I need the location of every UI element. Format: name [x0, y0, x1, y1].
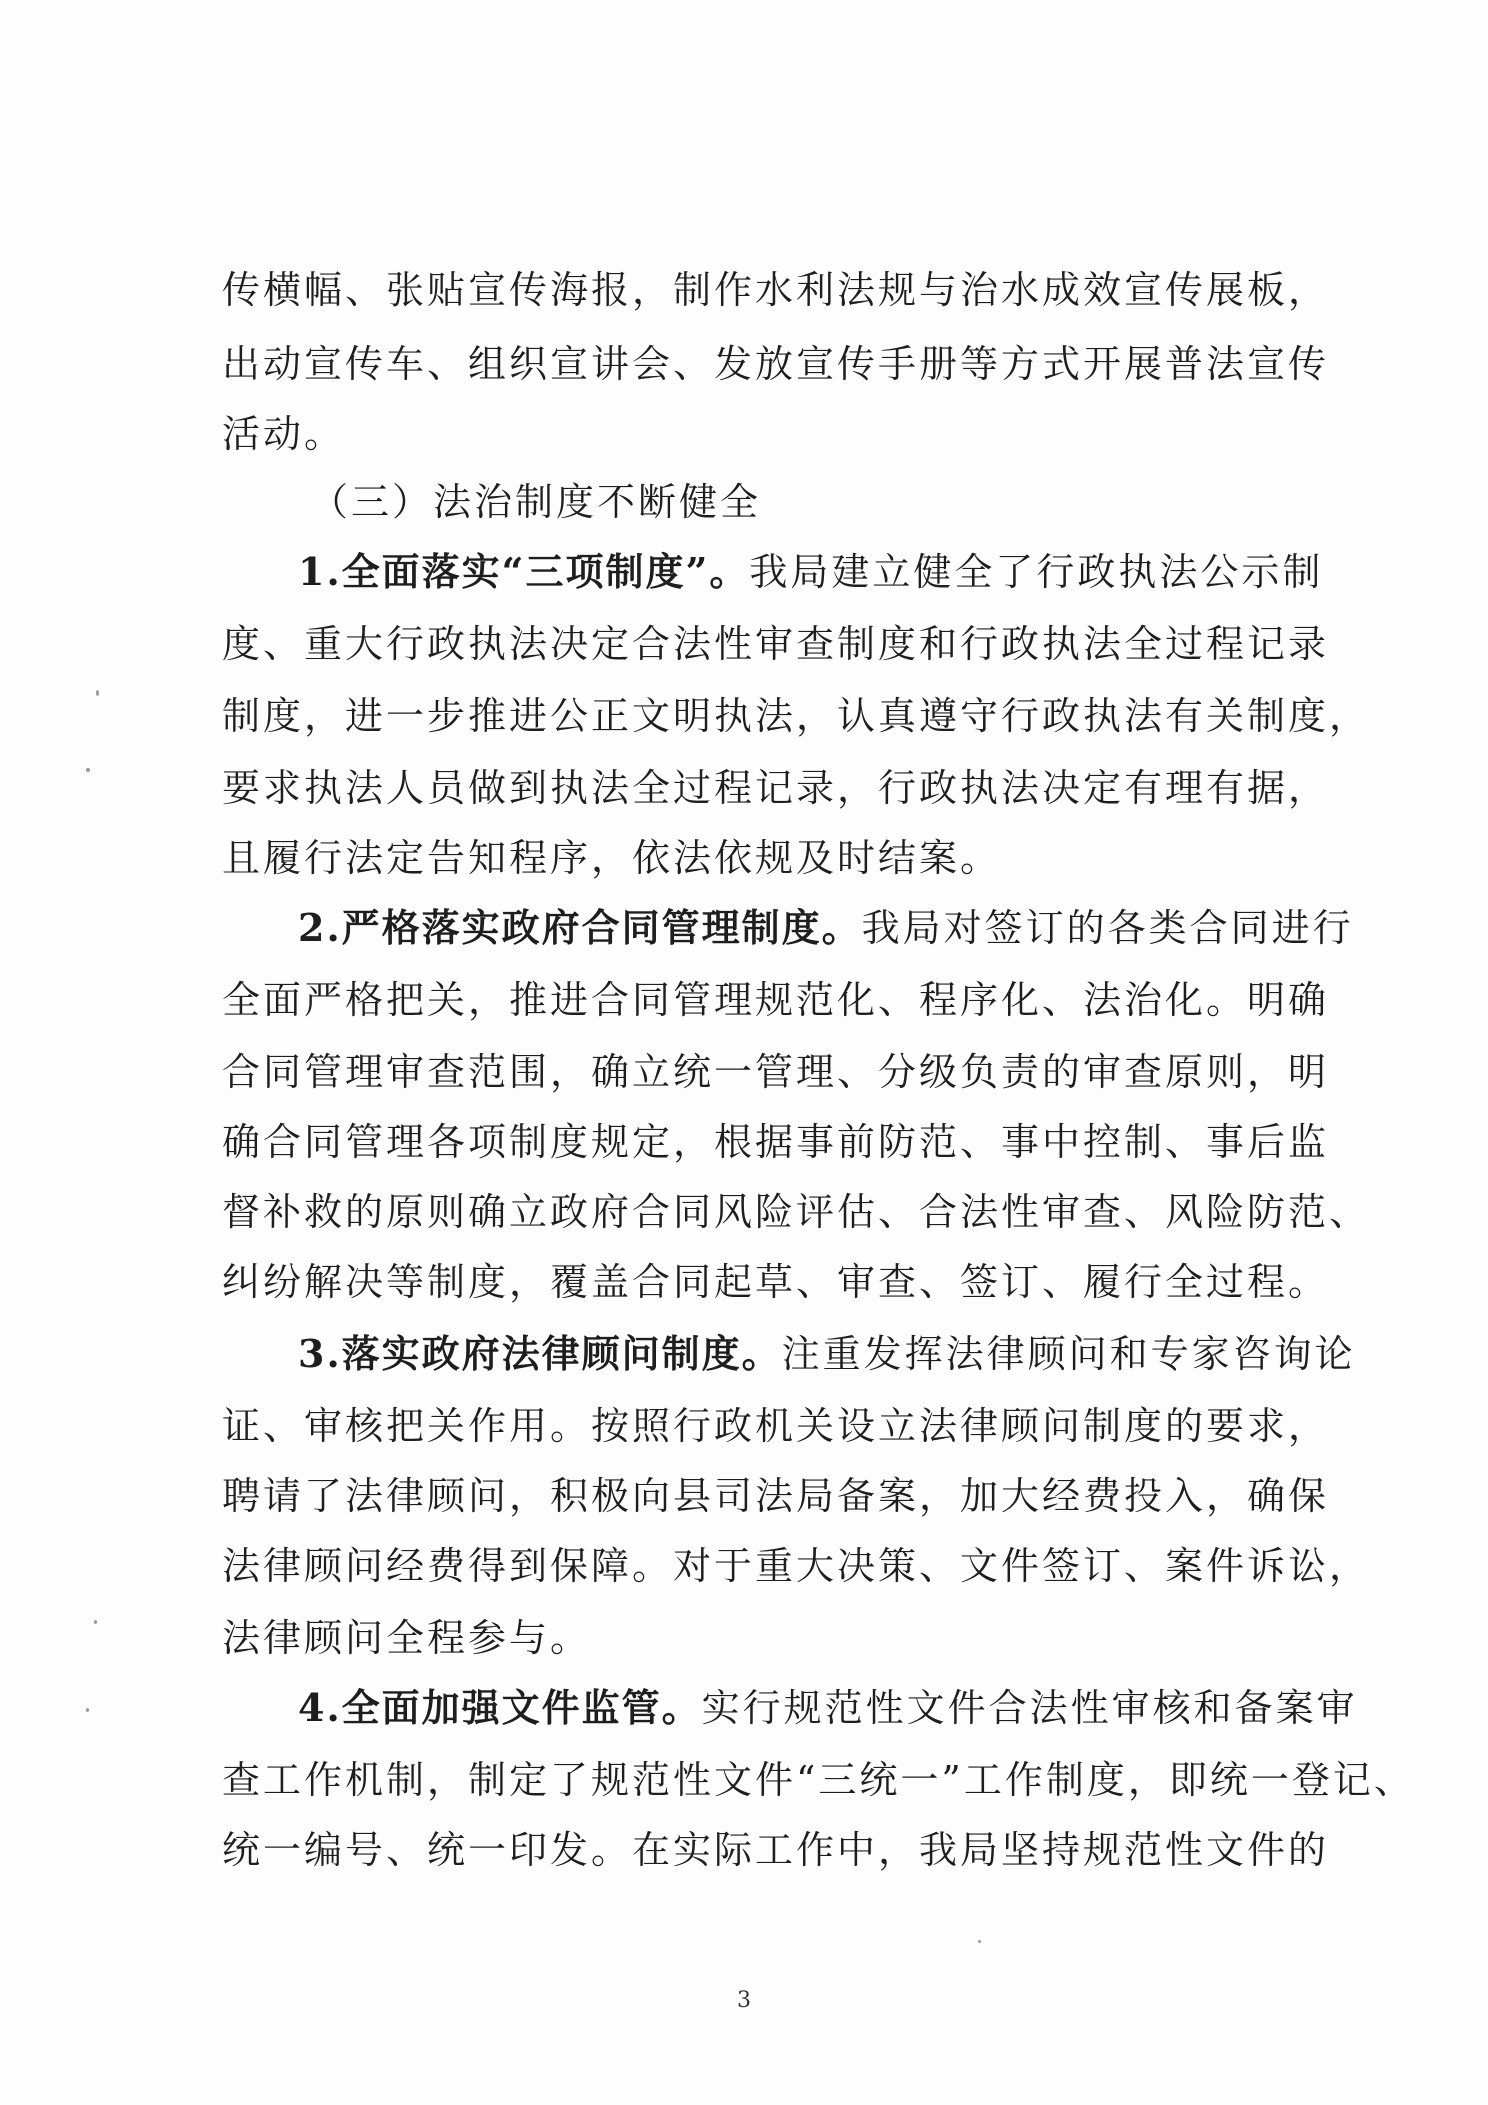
- item-title: 3.落实政府法律顾问制度。: [298, 1331, 782, 1376]
- paragraph-line: 聘请了法律顾问，积极向县司法局备案，加大经费投入，确保: [222, 1474, 1330, 1518]
- paragraph-line: 查工作机制，制定了规范性文件“三统一”工作制度，即统一登记、: [222, 1758, 1415, 1802]
- paragraph-line: 度、重大行政执法决定合法性审查制度和行政执法全过程记录: [222, 622, 1330, 666]
- item-first-line: [298, 902, 1354, 954]
- paragraph-line: 活动。: [222, 412, 346, 456]
- scan-speck: [94, 1620, 97, 1624]
- paragraph-line: 且履行法定告知程序，依法依规及时结案。: [222, 836, 1002, 880]
- item-first-line-text: 实行规范性文件合法性审核和备案审: [701, 1686, 1358, 1730]
- item-title: 1.全面落实“三项制度”。: [298, 549, 750, 594]
- section-heading: （三）法治制度不断健全: [310, 480, 762, 524]
- item-title: 2.严格落实政府合同管理制度。: [298, 905, 862, 950]
- item-title: 4.全面加强文件监管。: [298, 1685, 702, 1730]
- paragraph-line: 确合同管理各项制度规定，根据事前防范、事中控制、事后监: [222, 1120, 1330, 1164]
- paragraph-line: 法律顾问全程参与。: [222, 1616, 592, 1660]
- paragraph-line: 督补救的原则确立政府合同风险评估、合法性审查、风险防范、: [222, 1190, 1371, 1234]
- paragraph-line: 制度，进一步推进公正文明执法，认真遵守行政执法有关制度，: [222, 694, 1371, 738]
- item-first-line: [298, 1328, 1356, 1380]
- paragraph-line: 要求执法人员做到执法全过程记录，行政执法决定有理有据，: [222, 766, 1330, 810]
- paragraph-line: 传横幅、张贴宣传海报，制作水利法规与治水成效宣传展板，: [222, 268, 1330, 312]
- item-first-line-text: 注重发挥法律顾问和专家咨询论: [781, 1332, 1356, 1376]
- scan-speck: [96, 690, 99, 696]
- paragraph-line: 出动宣传车、组织宣讲会、发放宣传手册等方式开展普法宣传: [222, 342, 1330, 386]
- paragraph-line: 纠纷解决等制度，覆盖合同起草、审查、签订、履行全过程。: [222, 1260, 1330, 1304]
- paragraph-line: 法律顾问经费得到保障。对于重大决策、文件签订、案件诉讼，: [222, 1544, 1371, 1588]
- item-first-line: [298, 1682, 1358, 1734]
- paragraph-line: 证、审核把关作用。按照行政机关设立法律顾问制度的要求，: [222, 1404, 1330, 1448]
- scan-speck: [978, 1940, 981, 1943]
- scan-speck: [86, 768, 90, 772]
- item-first-line: [298, 546, 1322, 598]
- paragraph-line: 全面严格把关，推进合同管理规范化、程序化、法治化。明确: [222, 978, 1330, 1022]
- item-first-line-text: 我局建立健全了行政执法公示制: [749, 550, 1324, 594]
- page-number: 3: [737, 1988, 751, 2013]
- scan-speck: [86, 1708, 89, 1712]
- paragraph-line: 统一编号、统一印发。在实际工作中，我局坚持规范性文件的: [222, 1828, 1330, 1872]
- item-first-line-text: 我局对签订的各类合同进行: [861, 906, 1354, 950]
- paragraph-line: 合同管理审查范围，确立统一管理、分级负责的审查原则，明: [222, 1050, 1330, 1094]
